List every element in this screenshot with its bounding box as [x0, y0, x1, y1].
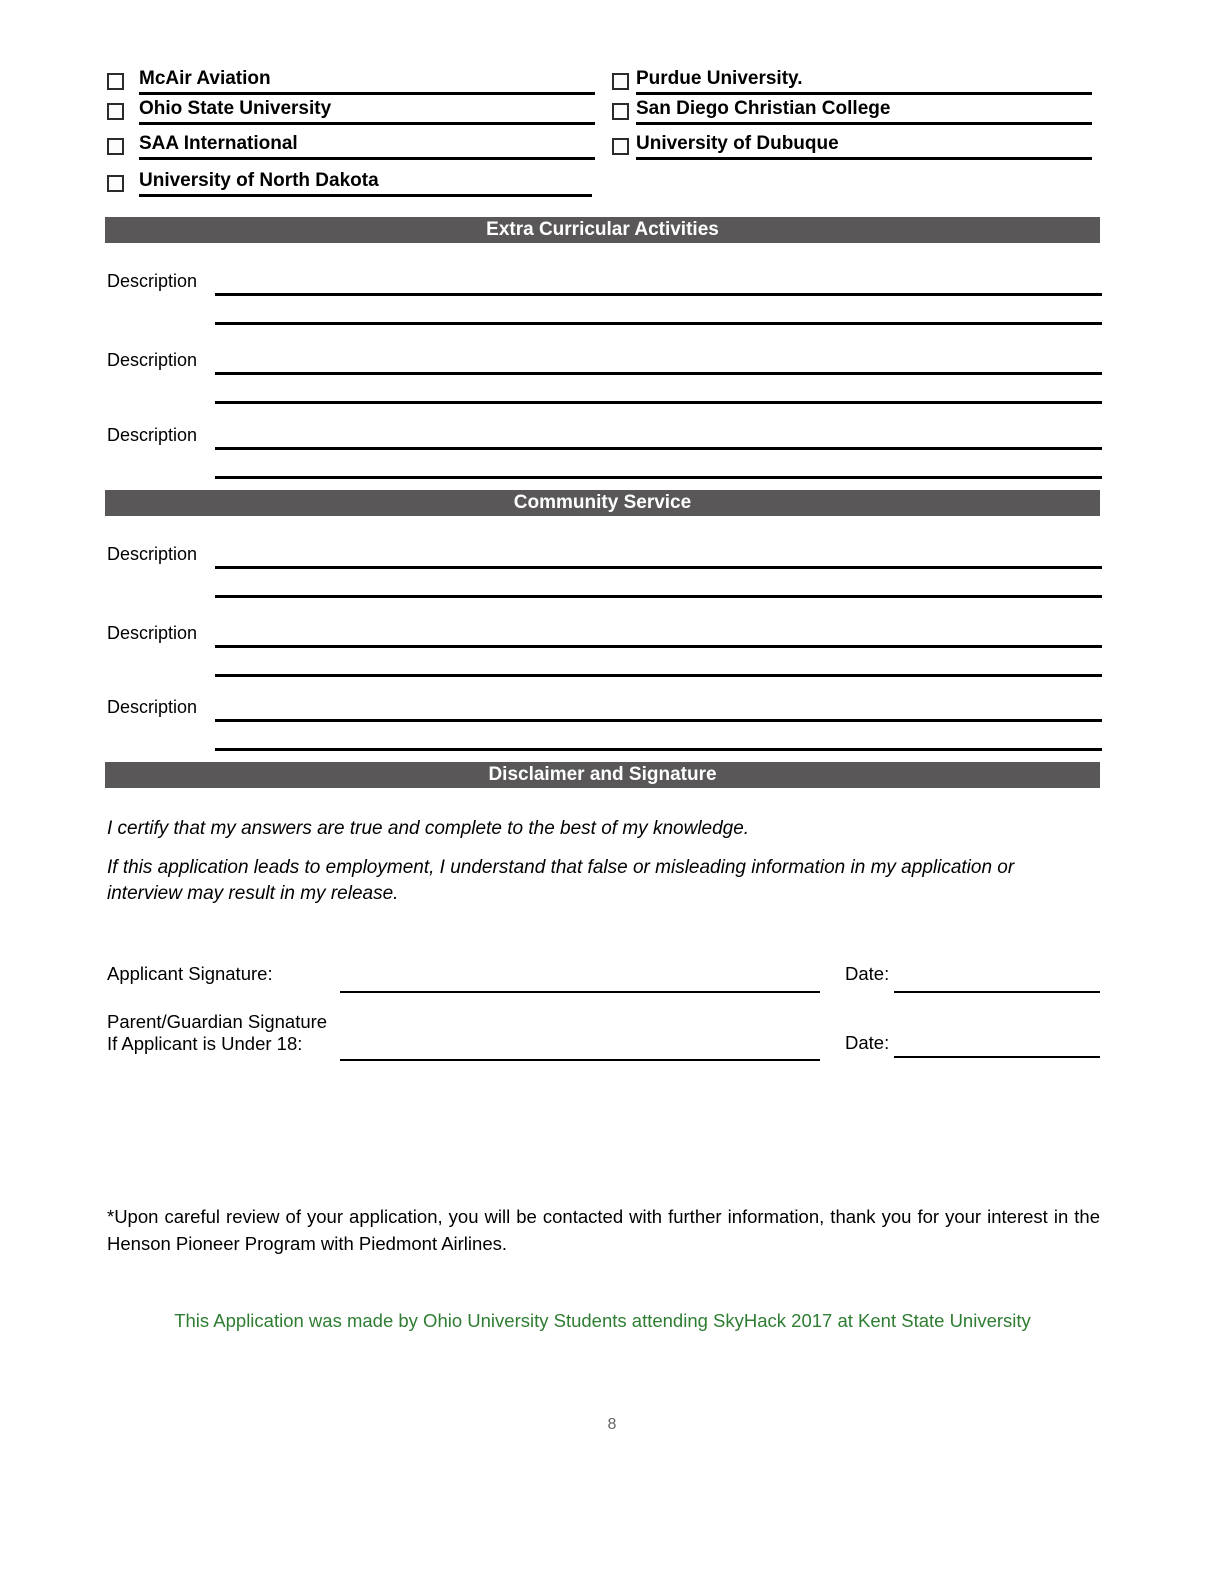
university-option-purdue	[612, 68, 1092, 95]
date-line[interactable]	[894, 991, 1100, 993]
applicant-signature-line[interactable]	[340, 991, 820, 993]
checkbox-icon[interactable]	[612, 73, 629, 90]
section-header-community-service: Community Service	[105, 490, 1100, 516]
university-label: San Diego Christian College	[636, 98, 1092, 125]
checkbox-icon[interactable]	[107, 175, 124, 192]
university-label: University of North Dakota	[139, 170, 592, 197]
university-option-north-dakota	[107, 170, 592, 197]
description-label: Description	[107, 623, 198, 643]
description-label: Description	[107, 271, 198, 291]
description-label: Description	[107, 544, 198, 564]
university-option-san-diego-christian	[612, 98, 1092, 125]
applicant-signature-label: Applicant Signature:	[107, 963, 273, 984]
date-label: Date:	[845, 1032, 890, 1053]
university-option-saa-international	[107, 133, 595, 160]
date-label: Date:	[845, 963, 890, 984]
description-fill-line[interactable]	[215, 476, 1102, 479]
parent-signature-line[interactable]	[340, 1059, 820, 1061]
description-fill-line[interactable]	[215, 322, 1102, 325]
description-fill-line[interactable]	[215, 566, 1102, 569]
description-label: Description	[107, 697, 198, 717]
certify-statement: I certify that my answers are true and complete to the best of my knowledge.	[107, 818, 750, 839]
university-option-ohio-state	[107, 98, 595, 125]
description-fill-line[interactable]	[215, 293, 1102, 296]
skyhack-credit: This Application was made by Ohio University Students attending SkyHack 2017 at Kent State University	[174, 1310, 1031, 1331]
parent-signature-label-line1: Parent/Guardian Signature	[107, 1011, 328, 1032]
parent-signature-label-line2: If Applicant is Under 18:	[107, 1033, 303, 1054]
checkbox-icon[interactable]	[612, 138, 629, 155]
description-label: Description	[107, 350, 198, 370]
university-label: Ohio State University	[139, 98, 595, 125]
description-fill-line[interactable]	[215, 719, 1102, 722]
university-label: Purdue University.	[636, 68, 1092, 95]
description-label: Description	[107, 425, 198, 445]
description-fill-line[interactable]	[215, 674, 1102, 677]
checkbox-icon[interactable]	[107, 103, 124, 120]
description-fill-line[interactable]	[215, 748, 1102, 751]
description-fill-line[interactable]	[215, 645, 1102, 648]
description-fill-line[interactable]	[215, 372, 1102, 375]
university-label: SAA International	[139, 133, 595, 160]
checkbox-icon[interactable]	[612, 103, 629, 120]
page-number: 8	[607, 1416, 617, 1433]
university-option-dubuque	[612, 133, 1092, 160]
university-label: McAir Aviation	[139, 68, 595, 95]
checkbox-icon[interactable]	[107, 138, 124, 155]
release-statement: If this application leads to employment, I understand that false or misleading information in my application or interview may result in my release.	[107, 857, 1015, 904]
university-option-mcair	[107, 68, 595, 95]
section-header-disclaimer: Disclaimer and Signature	[105, 762, 1100, 788]
description-fill-line[interactable]	[215, 595, 1102, 598]
university-label: University of Dubuque	[636, 133, 1092, 160]
description-fill-line[interactable]	[215, 447, 1102, 450]
date-line[interactable]	[894, 1056, 1100, 1058]
checkbox-icon[interactable]	[107, 73, 124, 90]
section-header-extra-curricular: Extra Curricular Activities	[105, 217, 1100, 243]
description-fill-line[interactable]	[215, 401, 1102, 404]
review-footnote: *Upon careful review of your application, you will be contacted with further information, thank you for your interest in the Henson Pioneer Program with Piedmont Airlines.	[107, 1206, 1100, 1254]
